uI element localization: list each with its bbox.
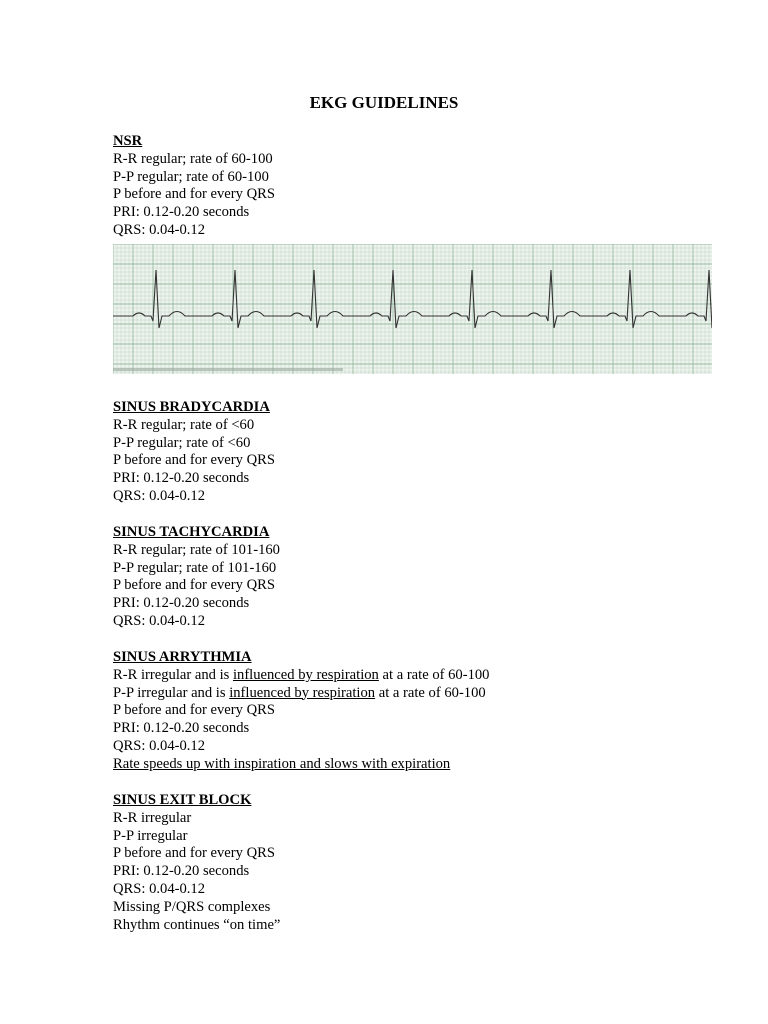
arrythmia-note: Rate speeds up with inspiration and slows with expiration xyxy=(113,755,451,772)
ekg-grid-minor xyxy=(113,244,712,374)
nsr-line-p-qrs: P before and for every QRS xyxy=(113,186,275,203)
ekg-strip-footer-mark xyxy=(113,368,343,371)
tachy-line-pp: P-P regular; rate of 101-160 xyxy=(113,559,277,576)
section-sinus-bradycardia xyxy=(113,399,713,506)
tachy-line-qrs: QRS: 0.04-0.12 xyxy=(113,612,206,629)
section-heading-exit-block: SINUS EXIT BLOCK xyxy=(113,792,252,808)
section-sinus-tachycardia xyxy=(113,524,713,631)
ekg-strip-svg xyxy=(113,244,712,374)
exit-block-line-qrs: QRS: 0.04-0.12 xyxy=(113,880,206,897)
brady-line-pp: P-P regular; rate of <60 xyxy=(113,434,251,451)
ekg-grid-major xyxy=(113,244,712,374)
arrythmia-pp-emphasis: influenced by respiration xyxy=(229,684,376,701)
exit-block-line-rr: R-R irregular xyxy=(113,809,192,826)
nsr-line-qrs: QRS: 0.04-0.12 xyxy=(113,221,206,238)
nsr-line-pp: P-P regular; rate of 60-100 xyxy=(113,168,269,185)
nsr-line-rr: R-R regular; rate of 60-100 xyxy=(113,150,273,167)
section-nsr xyxy=(113,133,713,240)
section-heading-arrythmia: SINUS ARRYTHMIA xyxy=(113,649,252,665)
brady-line-pri: PRI: 0.12-0.20 seconds xyxy=(113,470,250,487)
arrythmia-line-pp: P-P irregular and is influenced by respiration at a rate of 60-100 xyxy=(113,684,486,701)
section-sinus-arrythmia xyxy=(113,649,713,774)
arrythmia-line-rr: R-R irregular and is influenced by respiration at a rate of 60-100 xyxy=(113,666,490,683)
exit-block-line-pp: P-P irregular xyxy=(113,827,188,844)
tachy-line-rr: R-R regular; rate of 101-160 xyxy=(113,541,280,558)
brady-line-p-qrs: P before and for every QRS xyxy=(113,452,275,469)
arrythmia-line-p-qrs: P before and for every QRS xyxy=(113,702,275,719)
brady-line-qrs: QRS: 0.04-0.12 xyxy=(113,487,206,504)
brady-line-rr: R-R regular; rate of <60 xyxy=(113,416,255,433)
section-heading-nsr: NSR xyxy=(113,133,143,149)
ekg-strip-image xyxy=(113,244,712,374)
arrythmia-line-pri: PRI: 0.12-0.20 seconds xyxy=(113,720,250,737)
page-title: EKG GUIDELINES xyxy=(309,93,459,112)
exit-block-line-on-time: Rhythm continues “on time” xyxy=(113,916,281,933)
exit-block-line-missing: Missing P/QRS complexes xyxy=(113,898,271,915)
exit-block-line-pri: PRI: 0.12-0.20 seconds xyxy=(113,863,250,880)
section-heading-brady: SINUS BRADYCARDIA xyxy=(113,399,270,415)
arrythmia-rr-emphasis: influenced by respiration xyxy=(232,666,379,683)
section-sinus-exit-block xyxy=(113,792,713,934)
nsr-line-pri: PRI: 0.12-0.20 seconds xyxy=(113,204,250,221)
tachy-line-p-qrs: P before and for every QRS xyxy=(113,577,275,594)
ekg-trace xyxy=(113,270,712,328)
arrythmia-line-qrs: QRS: 0.04-0.12 xyxy=(113,737,206,754)
section-heading-tachy: SINUS TACHYCARDIA xyxy=(113,524,270,540)
exit-block-line-p-qrs: P before and for every QRS xyxy=(113,845,275,862)
tachy-line-pri: PRI: 0.12-0.20 seconds xyxy=(113,595,250,612)
